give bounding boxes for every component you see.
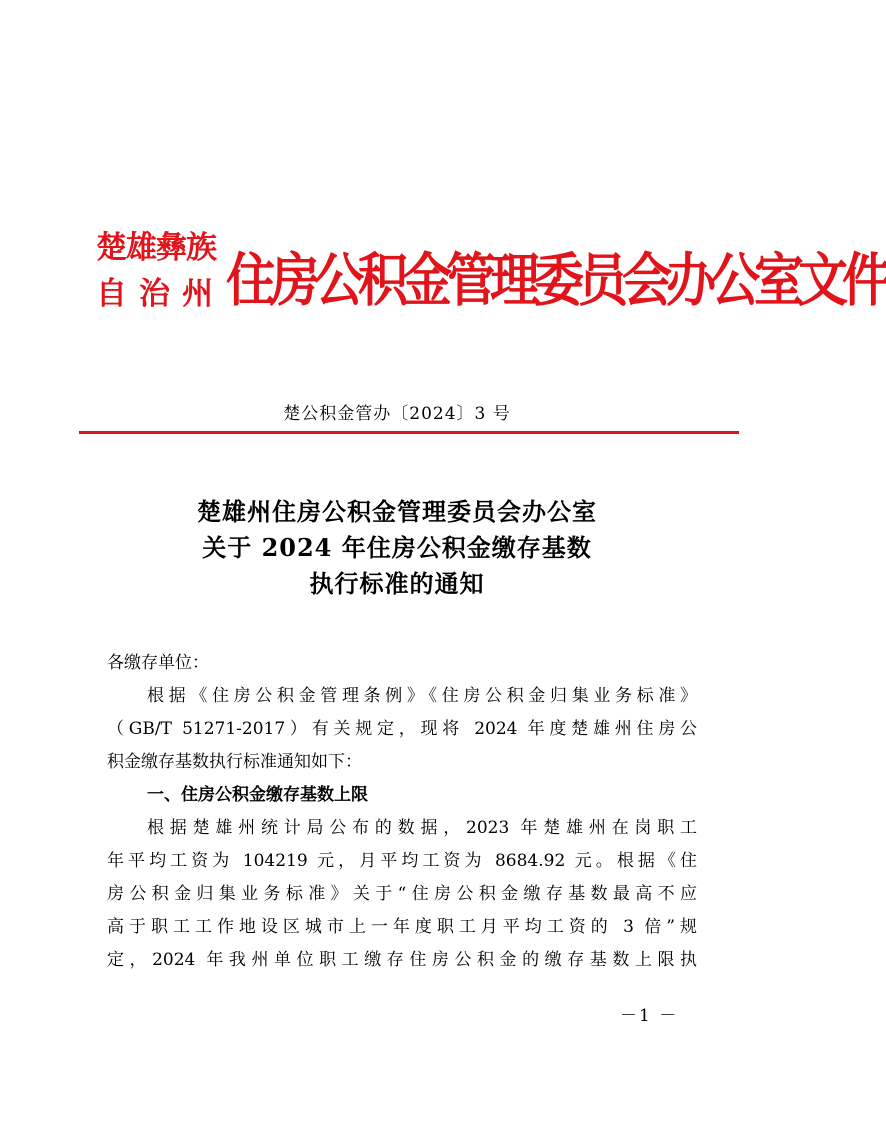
intro-line: 积金缴存基数执行标准通知如下： — [107, 752, 362, 772]
section-heading: 一、住房公积金缴存基数上限 — [147, 785, 368, 805]
masthead-office-name: 住房公积金管理委员会办公室文件 — [226, 246, 886, 314]
intro-paragraph — [107, 680, 697, 779]
document-body — [107, 647, 697, 977]
masthead-issuer-line2: 自治州 — [96, 276, 225, 312]
document-number: 楚公积金管办〔2024〕3 号 — [283, 404, 511, 424]
section1-paragraph — [107, 812, 697, 977]
title-line3: 执行标准的通知 — [309, 569, 485, 598]
document-masthead — [96, 228, 886, 320]
section1-line: 年平均工资为 104219 元，月平均工资为 8684.92 元。根据《住 — [107, 851, 697, 871]
title-line1: 楚雄州住房公积金管理委员会办公室 — [197, 497, 597, 526]
salutation: 各缴存单位： — [107, 653, 209, 673]
title-line2: 关于 2024 年住房公积金缴存基数 — [202, 533, 592, 562]
page-number: －1 － — [620, 1006, 679, 1026]
masthead-issuer-line1: 楚雄彝族 — [96, 230, 216, 266]
masthead-issuer — [96, 228, 225, 320]
intro-line: 根据《住房公积金管理条例》《住房公积金归集业务标准》 — [147, 686, 697, 706]
section1-line: 根据楚雄州统计局公布的数据，2023 年楚雄州在岗职工 — [147, 818, 697, 838]
section1-line: 房公积金归集业务标准》关于“住房公积金缴存基数最高不应 — [107, 884, 697, 904]
section1-line: 高于职工工作地设区城市上一年度职工月平均工资的 3 倍”规 — [107, 917, 697, 937]
section1-line: 定，2024 年我州单位职工缴存住房公积金的缴存基数上限执 — [107, 950, 697, 970]
document-title — [0, 494, 794, 602]
intro-line: （GB/T 51271-2017）有关规定，现将 2024 年度楚雄州住房公 — [107, 719, 697, 739]
red-divider-line — [79, 431, 739, 434]
